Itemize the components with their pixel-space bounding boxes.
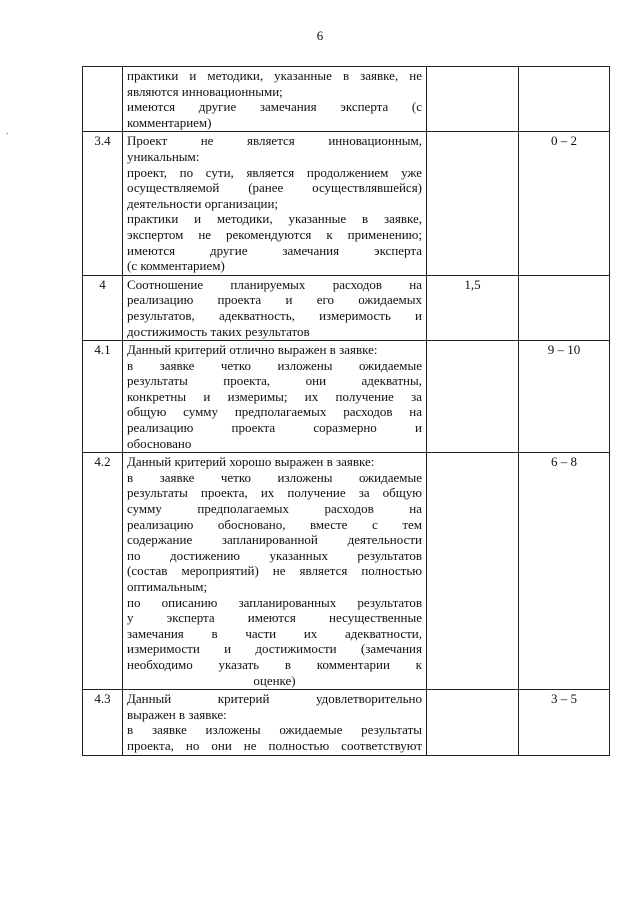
description-line: имеются другие замечания эксперта xyxy=(127,242,422,258)
description-line: (состав мероприятий) не является полностью xyxy=(127,563,422,579)
table-row xyxy=(83,132,610,275)
description-line: реализацию проекта соразмерно и xyxy=(127,420,422,436)
criterion-weight xyxy=(427,690,519,755)
criterion-weight xyxy=(427,453,519,690)
score-range: 6 – 8 xyxy=(519,453,610,690)
description-line: Данный критерий отлично выражен в заявке: xyxy=(127,342,378,358)
description-line: результаты проекта, они адекватны, xyxy=(127,373,422,389)
description-line: выражен в заявке: xyxy=(127,706,227,722)
description-line: по описанию запланированных результатов xyxy=(127,594,422,610)
description-line: Соотношение планируемых расходов на xyxy=(127,276,422,292)
description-line: оценке) xyxy=(253,672,296,688)
table-row xyxy=(83,453,610,690)
description-line: конкретны и измеримы; их получение за xyxy=(127,388,422,404)
criterion-number: 4 xyxy=(83,275,123,340)
criterion-description xyxy=(123,275,427,340)
description-line: осуществляемой (ранее осуществлявшейся) xyxy=(127,180,422,196)
description-line: результаты проекта, их получение за общую xyxy=(127,485,422,501)
description-line: необходимо указать в комментарии к xyxy=(127,656,422,672)
description-line: сумму предполагаемых расходов на xyxy=(127,501,422,517)
criterion-number: 3.4 xyxy=(83,132,123,275)
description-line: замечания в части их адекватности, xyxy=(127,625,422,641)
criterion-description xyxy=(123,341,427,453)
description-line: достижимость таких результатов xyxy=(127,323,310,339)
table-row xyxy=(83,275,610,340)
criterion-description xyxy=(123,453,427,690)
description-line: оптимальным; xyxy=(127,579,208,594)
description-line: проекта, но они не полностью соответствуют xyxy=(127,737,422,753)
description-line: обосновано xyxy=(127,435,192,451)
score-range xyxy=(519,67,610,132)
description-line: практики и методики, указанные в заявке, xyxy=(127,211,422,227)
criterion-weight xyxy=(427,341,519,453)
table-row xyxy=(83,690,610,755)
margin-mark: . xyxy=(6,126,9,137)
description-line: по достижению указанных результатов xyxy=(127,547,422,563)
description-line: содержание запланированной деятельности xyxy=(127,532,422,548)
criterion-description xyxy=(123,67,427,132)
description-line: реализацию обосновано, вместе с тем xyxy=(127,516,422,532)
description-line: имеются другие замечания эксперта (с xyxy=(127,99,422,115)
description-line: общую сумму предполагаемых расходов на xyxy=(127,404,422,420)
description-line: реализацию проекта и его ожидаемых xyxy=(127,292,422,308)
description-line: (с комментарием) xyxy=(127,258,225,274)
criterion-weight xyxy=(427,132,519,275)
description-line: в заявке четко изложены ожидаемые xyxy=(127,469,422,485)
table-row xyxy=(83,67,610,132)
table-row xyxy=(83,341,610,453)
description-line: в заявке четко изложены ожидаемые xyxy=(127,357,422,373)
criterion-weight: 1,5 xyxy=(427,275,519,340)
description-line: экспертом не рекомендуются к применению; xyxy=(127,226,422,242)
description-line: уникальным: xyxy=(127,148,200,164)
criteria-table xyxy=(82,66,610,756)
criterion-number: 4.2 xyxy=(83,453,123,690)
description-line: проект, по сути, является продолжением уже xyxy=(127,164,422,180)
description-line: Данный критерий удовлетворительно xyxy=(127,691,422,707)
description-line: в заявке изложены ожидаемые результаты xyxy=(127,722,422,738)
score-range: 3 – 5 xyxy=(519,690,610,755)
description-line: измеримости и достижимости (замечания xyxy=(127,641,422,657)
description-line: Проект не является инновационным, xyxy=(127,133,422,149)
score-range xyxy=(519,275,610,340)
description-line: являются инновационными; xyxy=(127,83,283,99)
criterion-number: 4.3 xyxy=(83,690,123,755)
criterion-description xyxy=(123,132,427,275)
criterion-weight xyxy=(427,67,519,132)
description-line: Данный критерий хорошо выражен в заявке: xyxy=(127,454,375,470)
criterion-description xyxy=(123,690,427,755)
criterion-number: 4.1 xyxy=(83,341,123,453)
criterion-number xyxy=(83,67,123,132)
description-line: комментарием) xyxy=(127,114,212,130)
criteria-table-body xyxy=(83,67,610,756)
description-line: деятельности организации; xyxy=(127,195,279,211)
description-line: результатов, адекватность, измеримость и xyxy=(127,307,422,323)
score-range: 9 – 10 xyxy=(519,341,610,453)
description-line: у эксперта имеются несущественные xyxy=(127,610,422,626)
page-number: 6 xyxy=(316,28,324,43)
score-range: 0 – 2 xyxy=(519,132,610,275)
description-line: практики и методики, указанные в заявке, не xyxy=(127,68,422,83)
